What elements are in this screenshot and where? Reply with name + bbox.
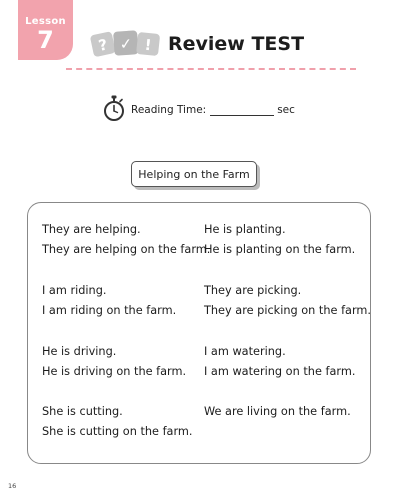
- sentence-short: I am watering.: [204, 345, 286, 358]
- sentence-short: He is driving.: [42, 345, 117, 358]
- sentence-pair: [42, 281, 176, 321]
- topic-title: Helping on the Farm: [131, 161, 257, 187]
- sentence-short: He is planting.: [204, 223, 286, 236]
- sentence-panel: [27, 202, 371, 464]
- title-divider: [66, 68, 356, 70]
- lesson-tab: [18, 0, 73, 60]
- sentence-pair: [204, 281, 371, 321]
- sentence-pair: [204, 402, 351, 422]
- sentence-long: They are picking on the farm.: [204, 304, 372, 317]
- question-check-exclaim-icon: [90, 27, 162, 61]
- sentence-short: She is cutting.: [42, 405, 123, 418]
- reading-time-row: [131, 103, 295, 116]
- sentence-short: They are picking.: [204, 284, 302, 297]
- sentence-long: He is driving on the farm.: [42, 365, 187, 378]
- check-glyph: ✓: [119, 34, 133, 54]
- sentence-pair: [204, 342, 355, 382]
- sentence-long: They are helping on the farm.: [42, 243, 211, 256]
- lesson-label: Lesson: [25, 16, 66, 27]
- sentence-pair: [204, 220, 355, 260]
- sentence-long: She is cutting on the farm.: [42, 425, 193, 438]
- exclaim-glyph: !: [143, 35, 153, 55]
- lesson-number: 7: [37, 26, 54, 54]
- sentence-pair: [42, 220, 210, 260]
- sentence-short: I am riding.: [42, 284, 107, 297]
- stopwatch-icon: [103, 95, 125, 122]
- sentence-short: They are helping.: [42, 223, 141, 236]
- sentence-pair: [42, 342, 186, 382]
- question-glyph: ?: [96, 35, 110, 55]
- sentence-long: I am riding on the farm.: [42, 304, 177, 317]
- sentence-long: He is planting on the farm.: [204, 243, 356, 256]
- page-title: Review TEST: [168, 33, 305, 55]
- page-number: 16: [8, 482, 17, 490]
- sentence-pair: [42, 402, 193, 442]
- reading-time-unit: sec: [277, 104, 295, 116]
- sentence-long: We are living on the farm.: [204, 405, 351, 418]
- sentence-long: I am watering on the farm.: [204, 365, 356, 378]
- reading-time-blank[interactable]: [210, 103, 274, 116]
- reading-time-label: Reading Time:: [131, 104, 207, 116]
